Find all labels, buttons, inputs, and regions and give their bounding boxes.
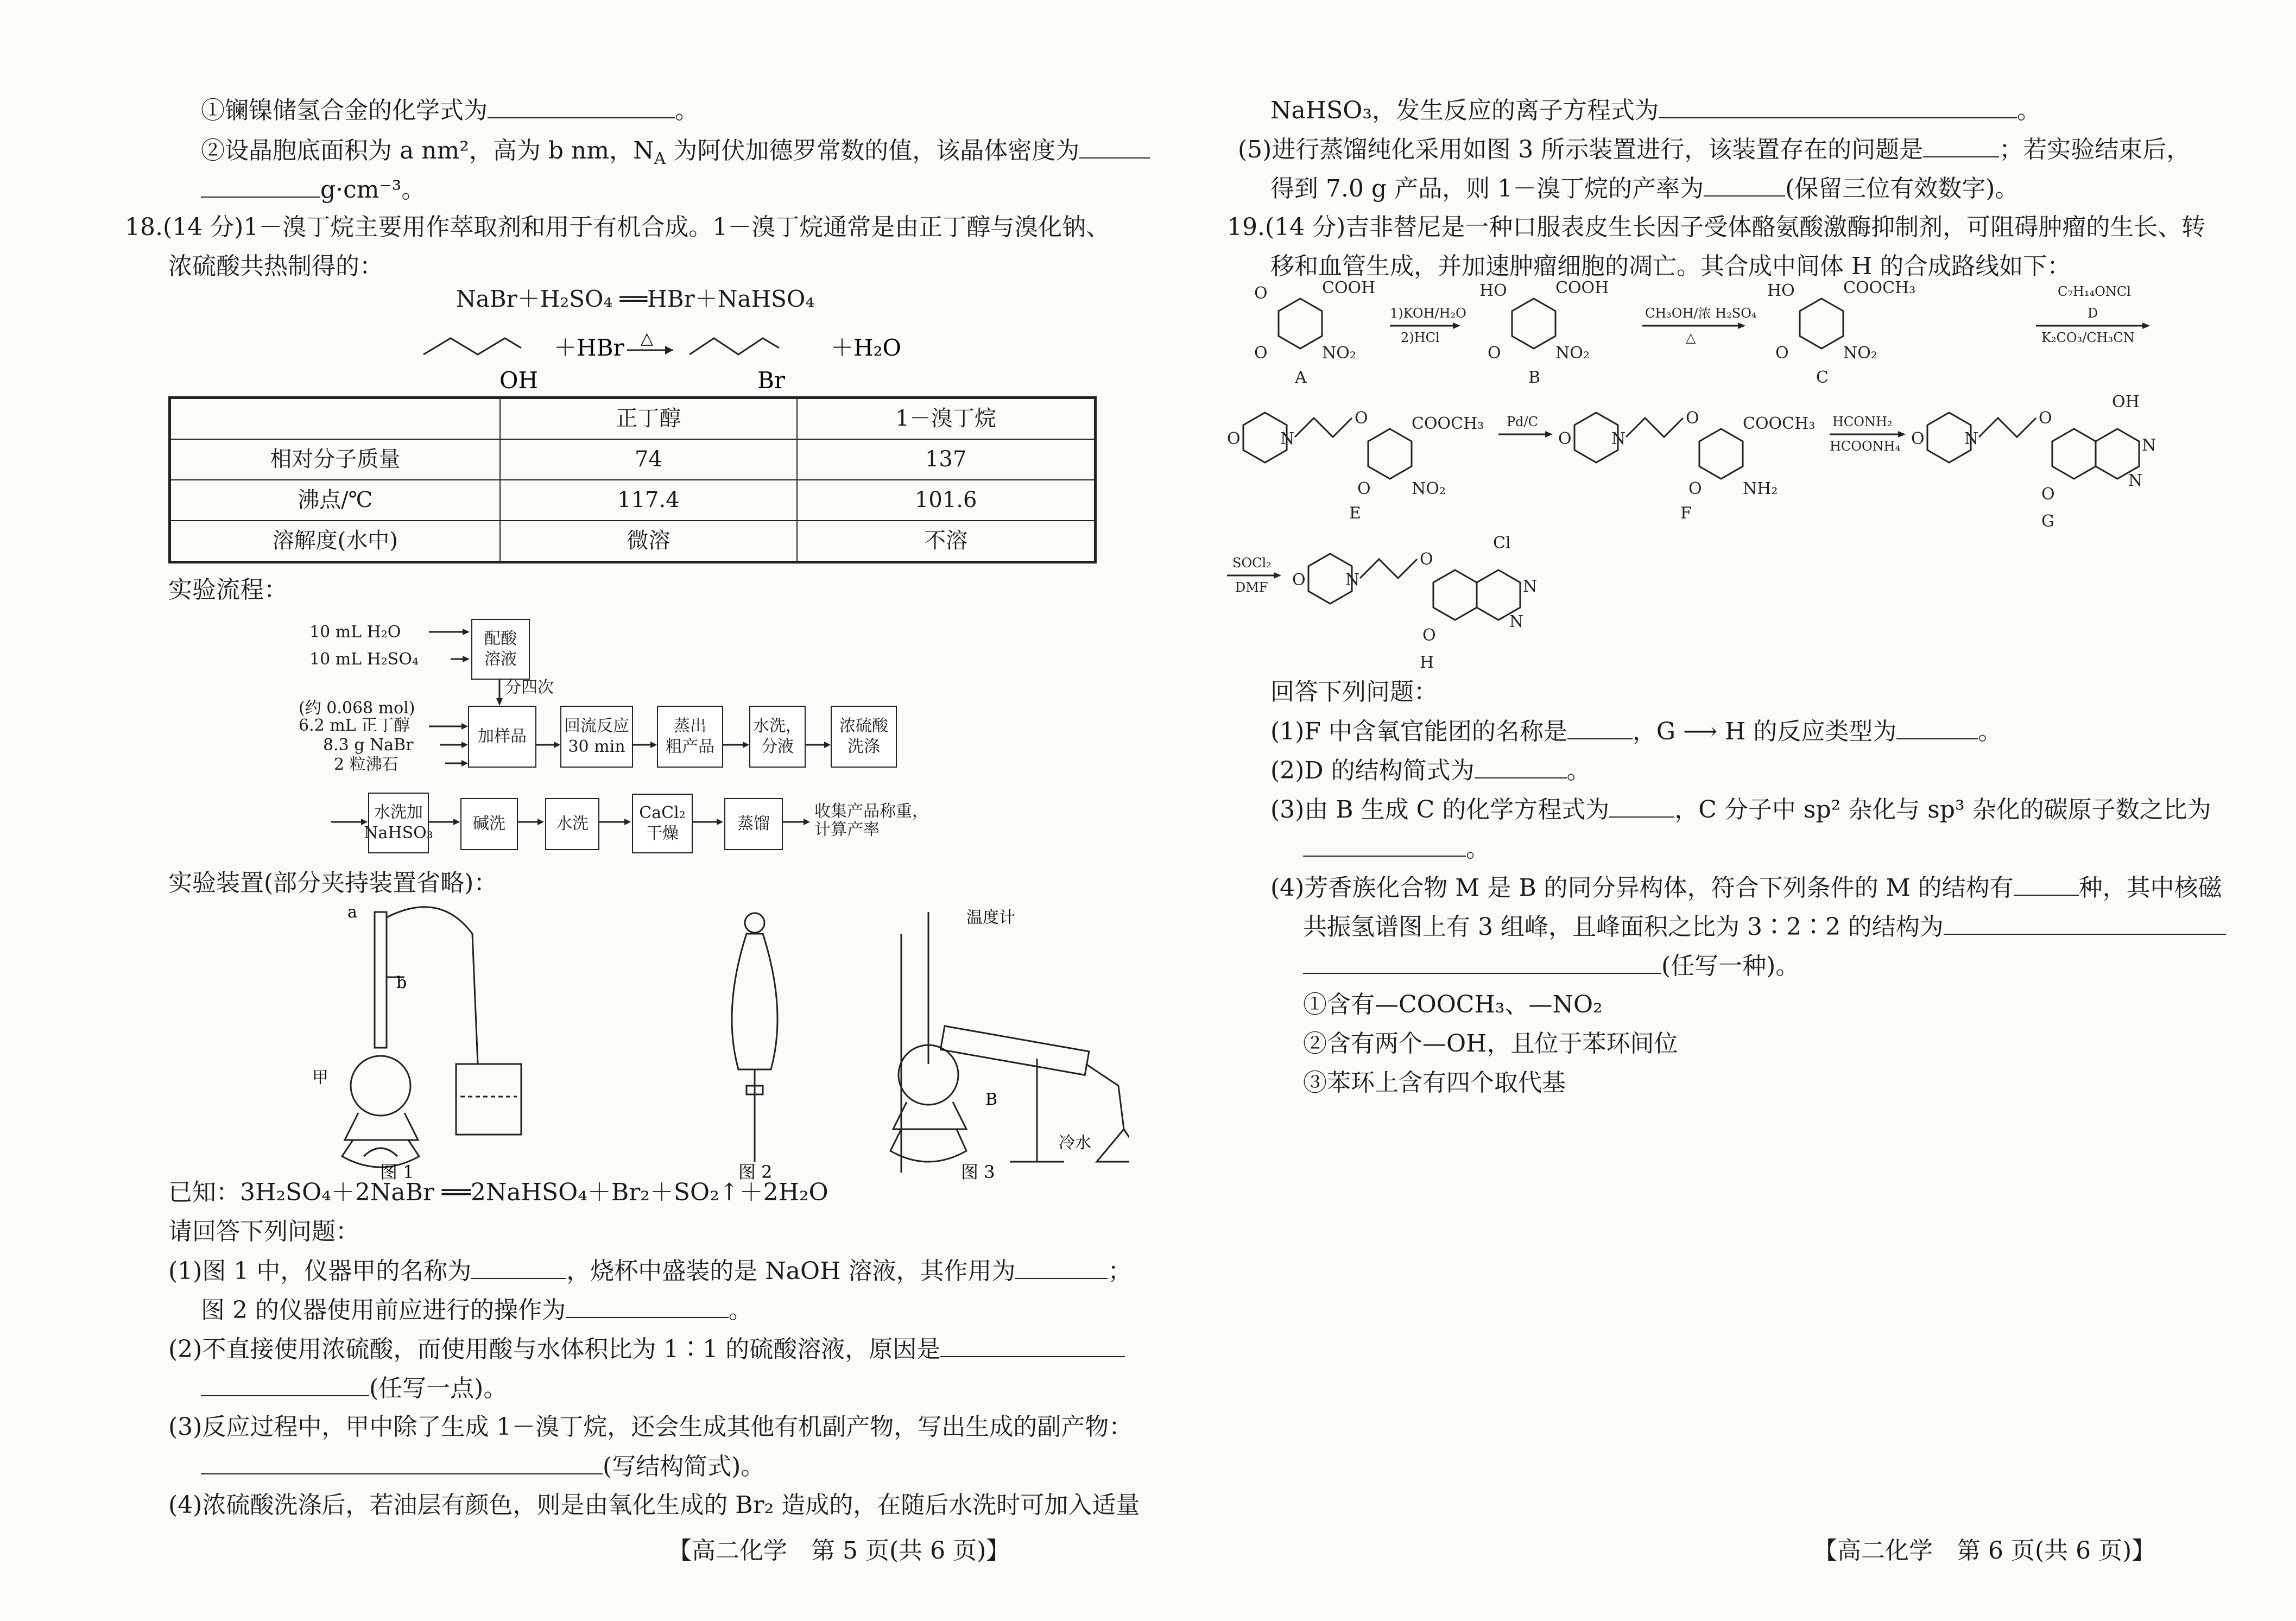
answer-blank[interactable] — [1704, 168, 1785, 197]
q17-line3 — [201, 169, 425, 210]
flow-box: 回流反应 30 min — [560, 706, 633, 768]
split-label: 分四次 — [505, 678, 554, 697]
q19-heading-2: 移和血管生成，并加速肿瘤细胞的凋亡。其合成中间体 H 的合成路线如下： — [1270, 252, 2071, 280]
o-H2: O — [1420, 550, 1433, 569]
text: ，烧杯中盛装的是 NaOH 溶液，其作用为 — [566, 1257, 1016, 1285]
o-F2: O — [1686, 409, 1699, 428]
text: (2)D 的结构简式为 — [1270, 757, 1475, 784]
cl-H: Cl — [1493, 534, 1511, 553]
answer-blank[interactable] — [940, 1329, 1125, 1357]
footer-right: 【高二化学 第 6 页(共 6 页)】 — [1813, 1537, 2156, 1565]
ring-B — [1512, 299, 1555, 349]
flow-box: 加样品 — [468, 706, 536, 768]
bromobutane-skeleton — [690, 338, 779, 354]
answer-blank[interactable] — [471, 1251, 566, 1279]
answer-blank[interactable] — [1944, 907, 2226, 935]
table-row — [170, 439, 1096, 480]
reagent-5-top: HCONH₂ — [1832, 414, 1893, 429]
text: 为阿伏加德罗常数的值，该晶体密度为 — [666, 137, 1080, 164]
label-C: C — [1816, 368, 1829, 387]
flow-box: 水洗加 NaHSO₃ — [368, 793, 429, 853]
cold-water-label: 冷水 — [1059, 1134, 1091, 1153]
table-row — [170, 521, 1096, 562]
q19-2 — [1270, 750, 1591, 790]
o-A2: O — [1254, 344, 1268, 363]
r-line2 — [1238, 129, 2190, 169]
label-H: H — [1420, 653, 1434, 672]
o-B: O — [1488, 344, 1501, 363]
q18-heading: 18.(14 分)1－溴丁烷主要用作萃取剂和用于有机合成。1－溴丁烷通常是由正丁醇与溴化钠、 — [125, 213, 1110, 241]
cooch3-F: COOCH₃ — [1743, 414, 1816, 433]
figure-2 — [732, 913, 777, 1162]
table-cell: 117.4 — [500, 480, 798, 521]
text: 图 2 的仪器使用前应进行的操作为 — [201, 1296, 566, 1324]
q19-4 — [1270, 868, 2222, 908]
text: (4)芳香族化合物 M 是 B 的同分异构体，符合下列条件的 M 的结构有 — [1270, 874, 2014, 902]
br-label: Br — [757, 367, 785, 394]
table-cell: 沸点/℃ — [170, 480, 500, 521]
condition-2: ②含有两个—OH，且位于苯环间位 — [1303, 1030, 1678, 1058]
reagent-5-bot: HCOONH₄ — [1830, 439, 1901, 454]
n-H2: N — [1523, 577, 1538, 596]
o-E2: O — [1355, 409, 1368, 428]
flow-box: 浓硫酸 洗涤 — [831, 706, 897, 768]
text: 得到 7.0 g 产品，则 1－溴丁烷的产率为 — [1270, 175, 1704, 202]
flow-title: 实验流程： — [168, 576, 288, 604]
answer-blank[interactable] — [488, 90, 675, 118]
q18-3-cont — [201, 1446, 764, 1486]
table-cell: 微溶 — [500, 521, 798, 562]
q19-heading: 19.(14 分)吉非替尼是一种口服表皮生长因子受体酪氨酸激酶抑制剂，可阻碍肿瘤的生长、转 — [1227, 213, 2206, 241]
q18-1 — [168, 1251, 1131, 1291]
text: NaHSO₃，发生反应的离子方程式为 — [1270, 97, 1659, 124]
ring-G — [2052, 429, 2096, 479]
answer-blank[interactable] — [201, 1368, 369, 1396]
text: (保留三位有效数字)。 — [1785, 175, 2019, 202]
flow-box: CaCl₂ 干燥 — [632, 794, 693, 853]
label-G: G — [2041, 512, 2054, 531]
text: (1)图 1 中，仪器甲的名称为 — [168, 1257, 472, 1285]
reagent-1-top: 1)KOH/H₂O — [1390, 306, 1466, 321]
flow-box: 碱洗 — [460, 798, 518, 850]
figure-3 — [890, 912, 1129, 1173]
o-E3: O — [1357, 479, 1371, 498]
arrow-head — [665, 346, 673, 354]
label-F: F — [1680, 504, 1692, 523]
text: ，G ⟶ H 的反应类型为 — [1632, 718, 1897, 745]
ask-heading: 请回答下列问题： — [168, 1218, 359, 1245]
text: (任写一点)。 — [369, 1375, 508, 1402]
table-cell: 溶解度(水中) — [170, 521, 500, 562]
table-cell: 不溶 — [797, 521, 1095, 562]
text: (任写一种)。 — [1661, 952, 1800, 980]
equation-2 — [418, 328, 1015, 394]
label-B: B — [1528, 368, 1541, 387]
reagent-6-top: SOCl₂ — [1232, 555, 1272, 571]
o-G3: O — [2041, 485, 2055, 504]
o-G2: O — [2039, 409, 2052, 428]
r-line1 — [1270, 90, 2041, 130]
text: 。 — [675, 97, 699, 124]
o-A: O — [1254, 284, 1268, 303]
text: (5)进行蒸馏纯化采用如图 3 所示装置进行，该装置存在的问题是 — [1238, 136, 1924, 163]
n-G2: N — [2142, 436, 2156, 455]
answer-blank[interactable] — [1609, 789, 1674, 818]
apparatus-title: 实验装置(部分夹持装置省略)： — [168, 869, 498, 897]
n-G: N — [1964, 429, 1979, 448]
footer-left: 【高二化学 第 5 页(共 6 页)】 — [668, 1537, 1010, 1565]
q18-2 — [168, 1329, 1125, 1369]
reagent-6-bot: DMF — [1235, 580, 1268, 595]
text: 共振氢谱图上有 3 组峰，且峰面积之比为 3∶2∶2 的结构为 — [1303, 913, 1944, 941]
q17-line1 — [201, 90, 699, 130]
q18-2-cont — [201, 1368, 507, 1408]
flow-box: 蒸馏 — [724, 798, 783, 850]
answer-blank[interactable] — [1659, 90, 2017, 118]
flow-end-label: 收集产品称重， 计算产率 — [814, 802, 928, 839]
o-F3: O — [1688, 479, 1702, 498]
r-line3 — [1270, 168, 2019, 208]
label-E: E — [1349, 504, 1361, 523]
reagent-1-bot: 2)HCl — [1401, 330, 1440, 345]
text: ①镧镍储氢合金的化学式为 — [201, 97, 488, 124]
q18-4: (4)浓硫酸洗涤后，若油层有颜色，则是由氧化生成的 Br₂ 造成的，在随后水洗时可加入适量 — [168, 1491, 1140, 1519]
table-row — [170, 480, 1096, 521]
synthesis-scheme — [1227, 271, 2204, 684]
flow-box: 蒸出 粗产品 — [657, 706, 723, 768]
no2-C: NO₂ — [1843, 344, 1877, 363]
label-A: A — [1295, 368, 1307, 387]
cooh-A: COOH — [1322, 278, 1376, 297]
flow-input: 6.2 mL 正丁醇 — [299, 716, 410, 735]
ring-C — [1800, 299, 1843, 349]
o-H: O — [1292, 571, 1306, 590]
text: g·cm⁻³。 — [320, 176, 426, 204]
n-H3: N — [1509, 612, 1524, 631]
q19-3-cont — [1303, 828, 1490, 869]
cooh-B: COOH — [1555, 278, 1609, 297]
answer-blank[interactable] — [1475, 750, 1567, 778]
ho-B: HO — [1479, 281, 1507, 300]
reagent-2-bot: △ — [1686, 330, 1696, 345]
table-cell: 74 — [500, 439, 798, 480]
cooch3-E: COOCH₃ — [1412, 414, 1484, 433]
answer-heading: 回答下列问题： — [1270, 678, 1438, 706]
no2-E: NO₂ — [1412, 479, 1446, 498]
known-equation: 已知：3H₂SO₄＋2NaBr ══2NaHSO₄＋Br₂＋SO₂↑＋2H₂O — [168, 1179, 828, 1206]
oh-label: OH — [499, 367, 539, 394]
table-cell — [170, 398, 500, 440]
label-a: a — [347, 903, 357, 922]
answer-blank[interactable] — [1303, 828, 1466, 857]
text: ； — [1108, 1257, 1132, 1285]
reagent-3-mid: D — [2088, 306, 2098, 321]
apparatus-figures — [288, 901, 1129, 1183]
q18-1-cont — [201, 1290, 752, 1330]
n-H: N — [1345, 571, 1360, 590]
plus-h2o: ＋H₂O — [831, 334, 901, 361]
text: 。 — [1466, 835, 1490, 863]
answer-blank[interactable] — [2014, 868, 2079, 896]
flow-input: 8.3 g NaBr — [323, 736, 414, 755]
fig-3-label: 图 3 — [961, 1162, 995, 1182]
text: ②设晶胞底面积为 a nm²，高为 b nm，N — [201, 137, 654, 164]
q19-1 — [1270, 711, 2002, 751]
o-E: O — [1227, 429, 1241, 448]
oh-G: OH — [2112, 392, 2140, 411]
answer-blank[interactable] — [566, 1290, 729, 1318]
table-cell: 101.6 — [797, 480, 1095, 521]
answer-blank[interactable] — [1079, 130, 1150, 159]
no2-A: NO₂ — [1322, 344, 1356, 363]
table-cell: 1－溴丁烷 — [797, 398, 1095, 440]
table-cell: 相对分子质量 — [170, 439, 500, 480]
text: 。 — [1566, 757, 1591, 784]
reagent-2-top: CH₃OH/浓 H₂SO₄ — [1645, 306, 1757, 321]
ho-C: HO — [1767, 281, 1795, 300]
condition-3: ③苯环上含有四个取代基 — [1303, 1069, 1566, 1097]
text: ，C 分子中 sp² 杂化与 sp³ 杂化的碳原子数之比为 — [1674, 796, 2211, 824]
label-B: B — [985, 1090, 998, 1109]
answer-blank[interactable] — [1896, 711, 1978, 739]
property-table — [168, 396, 1097, 563]
text: ；若实验结束后， — [1999, 136, 2191, 163]
o-C: O — [1775, 344, 1789, 363]
text: (2)不直接使用浓硫酸，而使用酸与水体积比为 1∶1 的硫酸溶液，原因是 — [168, 1335, 941, 1363]
text: 。 — [728, 1296, 752, 1324]
flow-box: 水洗， 分液 — [749, 706, 806, 768]
text: 。 — [1978, 718, 2002, 745]
text: 。 — [2016, 97, 2041, 124]
answer-blank[interactable] — [201, 169, 320, 198]
answer-blank[interactable] — [1303, 946, 1661, 974]
o-G: O — [1911, 429, 1925, 448]
n-G3: N — [2128, 471, 2143, 490]
label-b: b — [396, 973, 407, 992]
table-row — [170, 398, 1096, 440]
reagent-3-top: C₇H₁₄ONCl — [2058, 284, 2131, 299]
n-F: N — [1611, 429, 1626, 448]
ring-F — [1699, 429, 1743, 479]
figure-1 — [342, 907, 521, 1167]
butanol-skeleton — [423, 338, 521, 354]
flow-input: 2 粒沸石 — [334, 755, 399, 774]
o-F: O — [1558, 429, 1572, 448]
table-cell: 正丁醇 — [500, 398, 798, 440]
text: (写结构简式)。 — [603, 1453, 765, 1480]
plus-hbr: ＋HBr — [554, 334, 624, 361]
ring-A — [1279, 299, 1322, 349]
flow-input: 10 mL H₂O — [309, 623, 401, 642]
q18-3: (3)反应过程中，甲中除了生成 1－溴丁烷，还会生成其他有机副产物，写出生成的副产物： — [168, 1413, 1133, 1441]
reagent-4-top: Pd/C — [1507, 414, 1538, 429]
flow-input: (约 0.068 mol) — [299, 699, 415, 718]
nh2-F: NH₂ — [1743, 479, 1778, 498]
ring-H — [1433, 570, 1477, 620]
delta-sign: △ — [641, 329, 654, 348]
n-E: N — [1280, 429, 1295, 448]
flow-box: 水洗 — [545, 798, 599, 850]
text: (1)F 中含氧官能团的名称是 — [1270, 718, 1567, 745]
answer-blank[interactable] — [201, 1446, 603, 1474]
answer-blank[interactable] — [1923, 129, 1999, 157]
label-jia: 甲 — [312, 1068, 328, 1087]
thermometer-label: 温度计 — [966, 908, 1015, 927]
q18-heading-2: 浓硫酸共热制得的： — [168, 252, 383, 280]
subscript: A — [654, 149, 666, 168]
cooch3-C: COOCH₃ — [1843, 278, 1916, 297]
condition-1: ①含有—COOCH₃、—NO₂ — [1303, 991, 1603, 1018]
table-cell: 137 — [797, 439, 1095, 480]
flow-input: 10 mL H₂SO₄ — [309, 650, 419, 669]
fig-1-label: 图 1 — [380, 1162, 414, 1182]
text: 种，其中核磁 — [2078, 874, 2222, 902]
reagent-3-bot: K₂CO₃/CH₃CN — [2041, 330, 2135, 345]
q19-4-cont — [1303, 907, 2226, 947]
answer-blank[interactable] — [1015, 1251, 1108, 1279]
q19-4-cont2 — [1303, 946, 1799, 986]
no2-B: NO₂ — [1555, 344, 1590, 363]
text: (3)由 B 生成 C 的化学方程式为 — [1270, 796, 1610, 824]
equation-1: NaBr＋H₂SO₄ ══HBr＋NaHSO₄ — [456, 286, 815, 312]
ring-E — [1368, 429, 1412, 479]
o-H3: O — [1422, 626, 1436, 645]
acid-box: 配酸 溶液 — [471, 619, 530, 680]
q19-3 — [1270, 789, 2211, 830]
fig-2-label: 图 2 — [738, 1162, 773, 1182]
answer-blank[interactable] — [1567, 711, 1633, 739]
